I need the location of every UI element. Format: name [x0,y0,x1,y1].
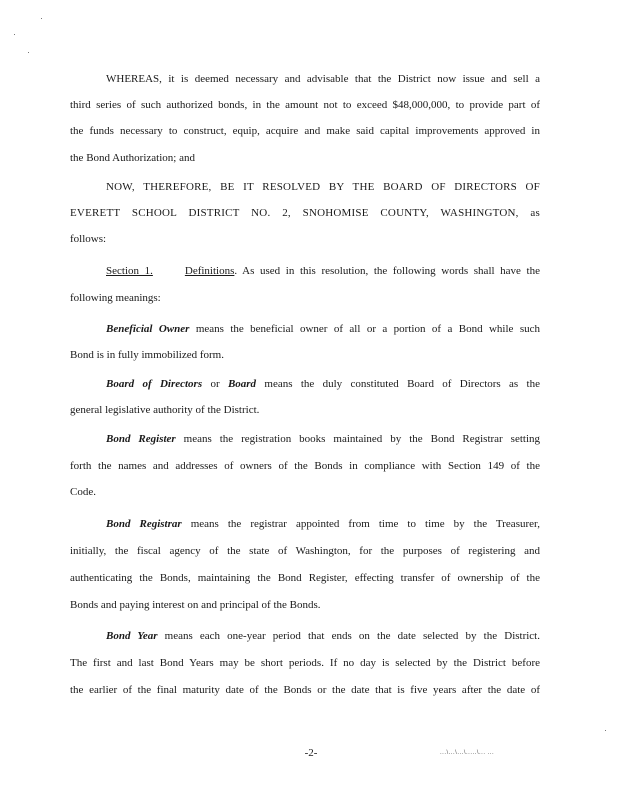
whereas-line-4: the Bond Authorization; and [70,152,195,164]
definition-text: means the registrar appointed from time to time by the Treasurer, [181,518,540,530]
section-heading: Definitions [184,265,235,277]
bond-register-line-1 [106,432,540,446]
beneficial-owner-line-2: Bond is in fully immobilized form. [70,349,224,361]
section1-text: . As used in this resolution, the following words shall have the [234,265,540,277]
defined-term-2: Board [227,378,257,390]
whereas-line-3: the funds necessary to construct, equip, acquire and make said capital improvements approved in [70,125,540,137]
bond-year-line-1 [106,629,540,643]
resolved-line-1: NOW, THEREFORE, BE IT RESOLVED BY THE BOARD OF DIRECTORS OF [106,181,540,193]
defined-term: Beneficial Owner [106,323,190,335]
document-id: ...\...\...\.....\... ... [440,750,495,756]
definition-text: means the beneficial owner of all or a portion of a Bond while such [189,323,540,335]
bond-year-line-3: the earlier of the final maturity date of the Bonds or the date that is five years after the date of [70,684,540,696]
scan-speck [28,52,29,53]
definition-text: means the registration books maintained by the Bond Registrar setting [175,433,540,445]
bond-register-line-2: forth the names and addresses of owners of the Bonds in compliance with Section 149 of the [70,460,540,472]
scan-speck [14,34,15,35]
defined-term: Board of Directors [106,378,203,390]
scan-speck [605,730,606,731]
whereas-line-2: third series of such authorized bonds, in the amount not to exceed $48,000,000, to provide part of [70,99,540,111]
defined-term: Bond Registrar [106,518,182,530]
or-text: or [202,378,228,390]
board-line-1 [106,377,540,391]
board-line-2: general legislative authority of the District. [70,404,260,416]
resolved-line-3: follows: [70,233,107,245]
bond-registrar-line-3: authenticating the Bonds, maintaining the Bond Register, effecting transfer of ownership of the [70,572,540,584]
bond-registrar-line-4: Bonds and paying interest on and principal of the Bonds. [70,599,321,611]
scan-speck [41,18,42,19]
defined-term: Bond Year [106,630,158,642]
whereas-line-1: WHEREAS, it is deemed necessary and advisable that the District now issue and sell a [106,73,540,85]
resolved-line-2: EVERETT SCHOOL DISTRICT NO. 2, SNOHOMISE COUNTY, WASHINGTON, as [70,207,540,219]
bond-year-line-2: The first and last Bond Years may be short periods. If no day is selected by the District before [70,657,540,669]
definition-text: means the duly constituted Board of Directors as the [256,378,540,390]
bond-registrar-line-1 [106,517,540,531]
section1-line-2: following meanings: [70,292,161,304]
defined-term: Bond Register [106,433,176,445]
bond-register-line-3: Code. [70,486,96,498]
definition-text: means each one-year period that ends on the date selected by the District. [157,630,540,642]
beneficial-owner-line-1 [106,322,540,336]
section1-line-1 [106,264,540,278]
bond-registrar-line-2: initially, the fiscal agency of the state of Washington, for the purposes of registering and [70,545,540,557]
page-number: -2- [304,747,318,759]
section-label: Section 1. [106,265,153,277]
